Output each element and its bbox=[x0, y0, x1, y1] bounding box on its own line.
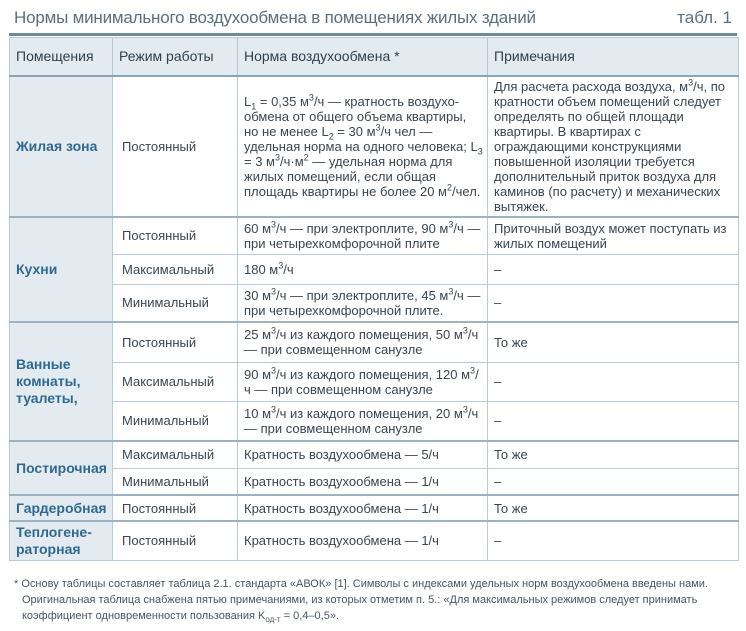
note-cell: Приточный воздух может поступать из жилых помещений bbox=[488, 217, 739, 254]
mode-cell: Постоянный bbox=[113, 495, 238, 521]
mode-cell: Минимальный bbox=[113, 284, 238, 322]
norm-cell: Кратность воздухообмена — 1/ч bbox=[238, 521, 488, 560]
table-row bbox=[10, 322, 739, 362]
col-header-notes: Примечания bbox=[488, 38, 739, 77]
room-living: Жилая зона bbox=[10, 76, 113, 217]
norm-cell: Кратность воздухообмена — 1/ч bbox=[238, 468, 488, 495]
note-cell: То же bbox=[488, 322, 739, 362]
mode-cell: Максимальный bbox=[113, 362, 238, 401]
norm-cell: 60 $м^3/ч$ — при электроплите, 90 $м^3/ч$ — при четырехкомфорочной плите bbox=[238, 217, 488, 254]
room-bathroom: Ванные комнаты, туалеты, bbox=[10, 322, 113, 441]
table-row bbox=[10, 284, 739, 322]
note-cell: То же bbox=[488, 495, 739, 521]
table-row bbox=[10, 217, 739, 254]
norm-cell: 25 $м^3/ч$ из каждого помещения, 50 $м^3/ч$ — при совмещенном санузле bbox=[238, 322, 488, 362]
mode-cell: Постоянный bbox=[113, 217, 238, 254]
header-row bbox=[10, 38, 739, 77]
norm-cell: 180 $м^3/ч$ bbox=[238, 254, 488, 284]
note-cell: То же bbox=[488, 441, 739, 468]
note-cell: Для расчета расхода воздуха, $м^3/ч$, по кратности объем помещений следует определять по общей площади квартиры. В квартирах с ограждающими конструкциями повышенной изоляции требуется дополнительный приток воздуха для каминов (по расчету) и механических вытяжек. bbox=[488, 76, 739, 217]
table-row bbox=[10, 468, 739, 495]
note-cell: – bbox=[488, 521, 739, 560]
footnote-line: Оригинальная таблица снабжена пятью примечаниями, из которых отметим п. 5.: «Для максимальных режимов следует принимать bbox=[22, 594, 698, 606]
mode-cell: Максимальный bbox=[113, 441, 238, 468]
footnote-line: * Основу таблицы составляет таблица 2.1. стандарта «АВОК» [1]. Символы с индексами удельных норм воздухообмена введены нами. bbox=[14, 578, 708, 590]
mode-cell: Максимальный bbox=[113, 254, 238, 284]
room-kitchen: Кухни bbox=[10, 217, 113, 322]
footnote bbox=[14, 576, 738, 628]
ventilation-norms-table bbox=[9, 37, 739, 561]
col-header-rooms: Помещения bbox=[10, 38, 113, 77]
norm-cell: Кратность воздухообмена — 5/ч bbox=[238, 441, 488, 468]
footnote-line: коэффициент одновременности пользования $K_{од-т} = 0,4-0,5$». bbox=[22, 610, 340, 625]
norm-cell: Кратность воздухообмена — 1/ч bbox=[238, 495, 488, 521]
col-header-mode: Режим работы bbox=[113, 38, 238, 77]
note-cell: – bbox=[488, 401, 739, 441]
mode-cell: Постоянный bbox=[113, 76, 238, 217]
room-heat-generator: Теплогене-раторная bbox=[10, 521, 113, 560]
note-cell: – bbox=[488, 362, 739, 401]
table-row bbox=[10, 76, 739, 217]
note-cell: – bbox=[488, 468, 739, 495]
table-row bbox=[10, 254, 739, 284]
mode-cell: Минимальный bbox=[113, 468, 238, 495]
title-row bbox=[14, 6, 732, 30]
room-wardrobe: Гардеробная bbox=[10, 495, 113, 521]
col-header-norm: Норма воздухообмена * bbox=[238, 38, 488, 77]
room-laundry: Постирочная bbox=[10, 441, 113, 495]
table-row bbox=[10, 441, 739, 468]
table-row bbox=[10, 495, 739, 521]
mode-cell: Постоянный bbox=[113, 322, 238, 362]
mode-cell: Постоянный bbox=[113, 521, 238, 560]
norm-cell: 30 $м^3/ч$ — при электроплите, 45 $м^3/ч$ — при четырехкомфорочной плите. bbox=[238, 284, 488, 322]
mode-cell: Минимальный bbox=[113, 401, 238, 441]
table-row bbox=[10, 362, 739, 401]
note-cell: – bbox=[488, 254, 739, 284]
table-row bbox=[10, 401, 739, 441]
norm-cell: 10 $м^3/ч$ из каждого помещения, 20 $м^3/ч$ — при совмещенном санузле bbox=[238, 401, 488, 441]
norm-cell: $L_1 = 0,35$ $м^3/ч$ — кратность воздухо-обмена от общего объема квартиры, но не менее $L_2 = 30$ $м^3/ч$ чел — удельная норма на одного человека; $L_3 = 3$ $м^3/ч\cdot м^2$ — удельная норма для жилых помещений, если общая площадь квартиры не более 20 $м^2$/чел. bbox=[238, 76, 488, 217]
table-number: табл. 1 bbox=[677, 8, 732, 27]
table-row bbox=[10, 521, 739, 560]
note-cell: – bbox=[488, 284, 739, 322]
norm-cell: 90 $м^3/ч$ из каждого помещения, 120 $м^3/ч$ — при совмещенном санузле bbox=[238, 362, 488, 401]
top-rule bbox=[9, 33, 737, 36]
table-title: Нормы минимального воздухообмена в помещениях жилых зданий bbox=[14, 8, 536, 27]
